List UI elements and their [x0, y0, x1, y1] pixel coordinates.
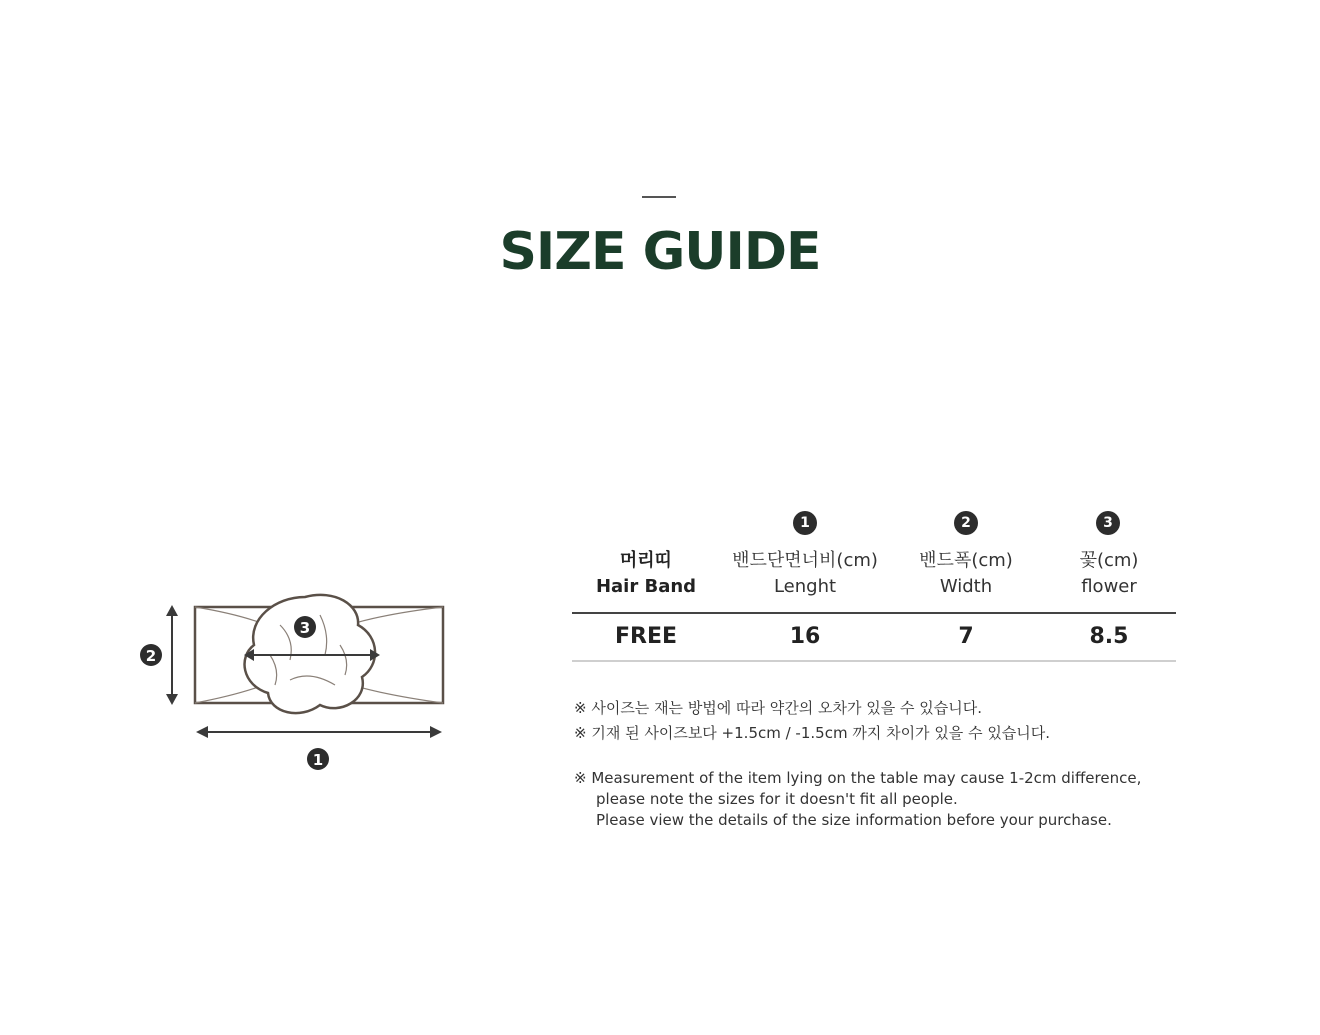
column-header-width: [890, 548, 1042, 600]
notes-english: [574, 768, 1274, 831]
column-header-ko: 밴드단면너비(cm): [732, 550, 878, 571]
title-accent-dash: [642, 196, 676, 198]
flower-outline: [245, 595, 376, 713]
number-badge-2: 2: [954, 511, 978, 535]
table-cell-flower: 8.5: [1089, 624, 1129, 649]
note-line: ※ 사이즈는 재는 방법에 따라 약간의 오차가 있을 수 있습니다.: [574, 699, 983, 717]
table-cell-size: FREE: [614, 624, 678, 649]
page-title: SIZE GUIDE: [499, 222, 821, 282]
table-header-divider: [572, 612, 1176, 614]
header-badge-row: [572, 508, 1176, 538]
notes-korean: [574, 696, 1274, 746]
number-badge-1: 1: [793, 511, 817, 535]
diagram-badge-2: 2: [145, 647, 157, 665]
column-header-ko: 머리띠: [619, 550, 673, 571]
note-line: ※ Measurement of the item lying on the table may cause 1-2cm difference,: [574, 769, 1142, 787]
diagram-badge-3: 3: [299, 619, 311, 637]
column-header-ko: 밴드폭(cm): [919, 550, 1013, 571]
column-header-length: [720, 548, 890, 600]
column-header-flower: [1042, 548, 1176, 600]
table-cell-width: 7: [958, 624, 974, 649]
note-line: Please view the details of the size information before your purchase.: [596, 811, 1112, 829]
hair-band-diagram: [130, 585, 460, 785]
column-header-en: Hair Band: [595, 576, 697, 597]
table-bottom-divider: [572, 660, 1176, 662]
column-header-en: Width: [939, 576, 993, 597]
column-header-ko: 꽃(cm): [1079, 550, 1139, 571]
column-header-hair-band: [572, 548, 720, 600]
note-line: ※ 기재 된 사이즈보다 +1.5cm / -1.5cm 까지 차이가 있을 수 있습니다.: [574, 724, 1051, 742]
column-header-en: Lenght: [773, 576, 837, 597]
number-badge-3: 3: [1096, 511, 1120, 535]
diagram-badge-1: 1: [312, 751, 324, 769]
column-header-en: flower: [1081, 576, 1137, 597]
note-line: please note the sizes for it doesn't fit all people.: [596, 790, 958, 808]
table-cell-length: 16: [789, 624, 821, 649]
